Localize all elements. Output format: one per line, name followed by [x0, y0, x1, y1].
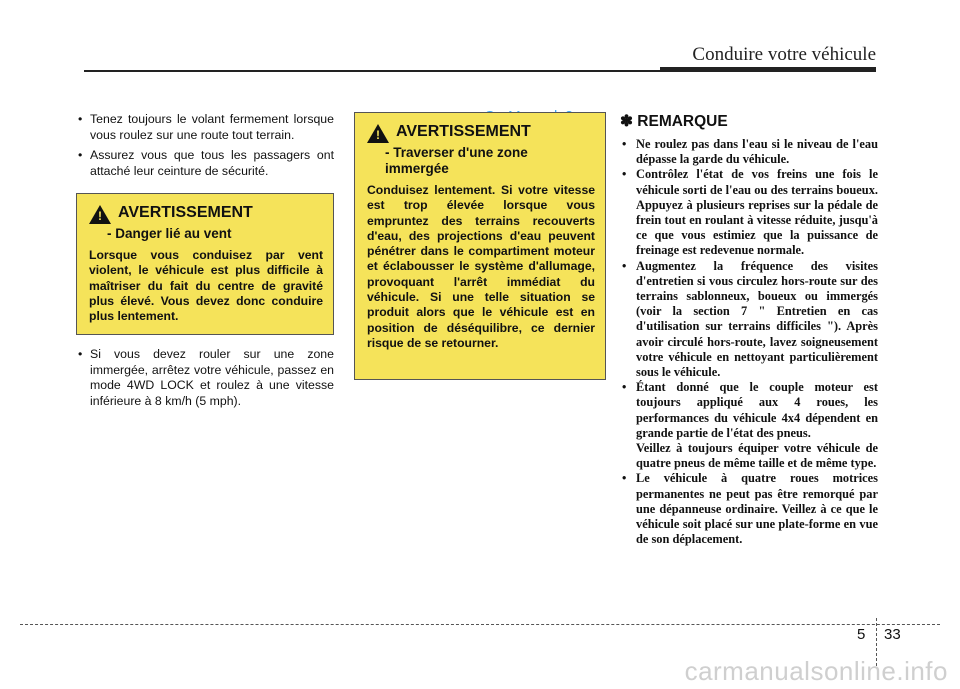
list-item-text: Étant donné que le couple moteur est toujours appliqué aux 4 roues, les performances du véhicule 4x4 dépendent en grande partie de l'état des pneus.	[636, 380, 878, 440]
warning-body: Conduisez lentement. Si votre vitesse est trop élevée lorsque vous empruntez des terrains recouverts d'eau, des projections d'eau peuvent pénétrer dans le compartiment moteur et éclabousser le système d'allumage, provoquant l'arrêt immédiat du véhicule. Si une telle situation se produit alors que le véhicule est en position de déséquilibre, ce dernier risque de se retourner.	[367, 183, 595, 350]
list-item	[620, 380, 878, 471]
list-item-continuation: Veillez à toujours équiper votre véhicule de quatre pneus de même taille et de même type.	[636, 441, 878, 471]
list-item: • Le véhicule à quatre roues motrices permanentes ne peut pas être remorqué par une dépanneuse ordinaire. Veillez à ce que le véhicule soit placé sur une plate-forme en vue de son déplacement.	[620, 471, 878, 547]
footer-rule	[20, 624, 940, 625]
warning-title: AVERTISSEMENT	[396, 123, 531, 140]
warning-triangle-icon: !	[89, 205, 111, 224]
bullet-list-bottom	[76, 347, 334, 409]
column-middle	[354, 112, 606, 380]
list-item: • Tenez toujours le volant fermement lorsque vous roulez sur une route tout terrain.	[76, 112, 334, 143]
section-number: 5	[857, 626, 866, 643]
warning-body: Lorsque vous conduisez par vent violent, le véhicule est plus difficile à maîtriser du fait du centre de gravité plus élevé. Vous devez donc conduire plus lentement.	[89, 248, 323, 324]
list-item: • Contrôlez l'état de vos freins une fois le véhicule sorti de l'eau ou des terrains boueux. Appuyez à plusieurs reprises sur la pédale de frein tout en roulant à vitesse réduite, jusqu'à ce que vous estimiez que la puissance de freinage est redevenue normale.	[620, 167, 878, 258]
warning-subtitle: - Traverser d'une zone immergée	[385, 145, 528, 176]
warning-triangle-icon: !	[367, 124, 389, 143]
warning-subtitle: - Danger lié au vent	[107, 226, 232, 241]
column-right	[620, 112, 878, 547]
column-left	[76, 112, 334, 414]
list-item: • Ne roulez pas dans l'eau si le niveau de l'eau dépasse la garde du véhicule.	[620, 137, 878, 167]
warning-box-wind	[76, 193, 334, 335]
list-item: • Si vous devez rouler sur une zone immergée, arrêtez votre véhicule, passez en mode 4WD LOCK et roulez à une vitesse inférieure à 8 km/h (5 mph).	[76, 347, 334, 409]
list-item: • Augmentez la fréquence des visites d'entretien si vous circulez hors-route sur des terrains sablonneux, boueux ou immergés (voir la section 7 " Entretien en cas d'utilisation sur terrains difficiles "). Après avoir circulé hors-route, lavez soigneusement votre véhicule en nettoyant particulièrement sous le véhicule.	[620, 259, 878, 381]
bullet-list-top	[76, 112, 334, 179]
list-item: • Assurez vous que tous les passagers ont attaché leur ceinture de sécurité.	[76, 148, 334, 179]
header-title: Conduire votre véhicule	[692, 44, 876, 65]
remarque-list	[620, 137, 878, 547]
warning-title: AVERTISSEMENT	[118, 204, 253, 221]
warning-box-water	[354, 112, 606, 380]
header-rule-accent	[660, 67, 876, 72]
page-number: 33	[884, 626, 901, 643]
watermark-bottom: carmanualsonline.info	[684, 656, 948, 686]
remarque-title: ✽ REMARQUE	[620, 113, 728, 130]
